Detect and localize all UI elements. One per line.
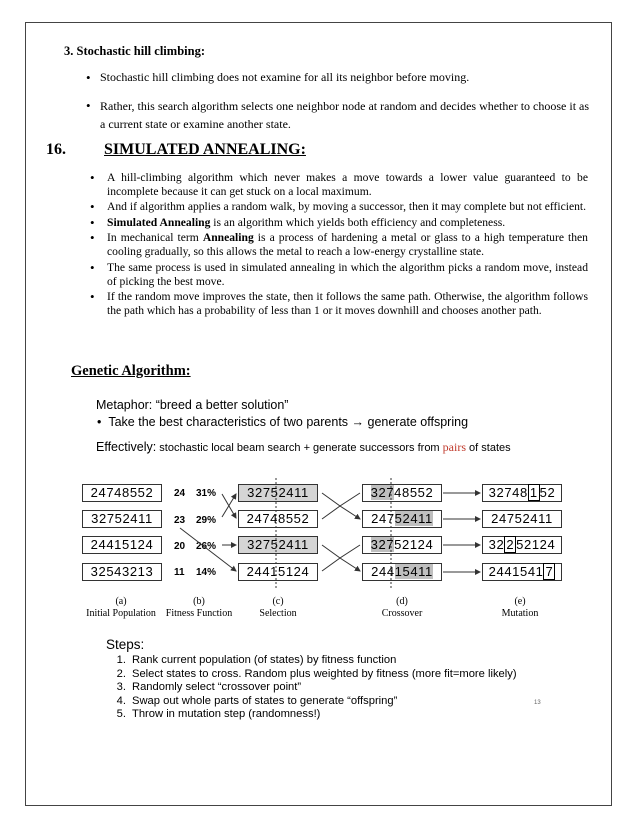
list-item: [106, 654, 517, 668]
list-item: [106, 708, 517, 722]
crossover-left: 244: [371, 564, 395, 579]
mutated-digit: 2: [506, 537, 515, 552]
stochastic-heading: 3. Stochastic hill climbing:: [64, 44, 205, 58]
step-number: 4.: [116, 694, 126, 707]
crossover-link: [322, 493, 340, 519]
selection-arrow: [180, 528, 236, 571]
list-item: • Stochastic hill climbing does not examine for all its neighbor before moving.: [86, 70, 591, 85]
caption-label: Crossover: [381, 608, 423, 619]
take-best-text: Take the best characteristics of two parents → generate offspring: [108, 415, 469, 429]
fitness-score: 23: [174, 515, 186, 526]
population-box: 24748552: [82, 484, 162, 502]
list-item: • A hill-climbing algorithm which never makes a move towards a lower value guaranteed to be incomplete because it can get stuck on a local maximum.: [90, 171, 588, 199]
mutation-post: 52124: [516, 537, 556, 552]
list-item: • The same process is used in simulated annealing in which the algorithm picks a random move, instead of picking the best move.: [90, 261, 588, 289]
step-text: Randomly select “crossover point”: [132, 681, 302, 693]
population-box: 32752411: [82, 510, 162, 528]
caption-letter: (e): [514, 596, 526, 607]
caption-label: Initial Population: [86, 608, 156, 619]
step-text: Rank current population (of states) by fitness function: [132, 654, 397, 666]
list-item: • And if algorithm applies a random walk, by moving a successor, then it may complete but not efficient.: [90, 200, 588, 214]
step-text: Swap out whole parts of states to generate “offspring”: [132, 694, 398, 707]
section-title: SIMULATED ANNEALING:: [104, 141, 306, 158]
caption-letter: (b): [193, 596, 205, 607]
fitness-percent: 31%: [196, 488, 217, 499]
selection-box: 24748552: [238, 510, 318, 528]
caption-label: Fitness Function: [165, 608, 233, 619]
population-box: 32543213: [82, 563, 162, 581]
mutation-pre: 2441541: [488, 564, 544, 579]
selection-box: 32752411: [238, 484, 318, 502]
crossover-link: [322, 545, 340, 571]
steps-title: Steps:: [106, 637, 145, 652]
list-item: • If the random move improves the state, then it follows the same path. Otherwise, the algorithm follows the path which has a probability of less than 1 or it moves downhill and chooses another path.: [90, 290, 588, 318]
list-item: [106, 668, 517, 682]
list-item-text: In mechanical term: [107, 231, 203, 245]
crossover-right: 52411: [394, 511, 433, 526]
list-item-text: is a process of hardening a metal or glass to a high temperature then cooling gradually, so this allows the metal to reach a low-energy crystalline state.: [107, 231, 588, 259]
bold-term: Annealing: [202, 231, 254, 245]
mutated-digit: 1: [529, 485, 538, 500]
caption-label: Selection: [259, 608, 297, 619]
mutation-pre: 24752411: [491, 511, 553, 526]
fitness-percent: 14%: [196, 567, 217, 578]
bullet-icon: •: [97, 415, 102, 429]
effectively-end: of states: [465, 442, 511, 454]
list-item-text: is an algorithm which yields both efficiency and completeness.: [210, 215, 506, 229]
selection-box: 24415124: [238, 563, 318, 581]
fitness-percent: 26%: [196, 541, 217, 552]
section-number: 16.: [46, 141, 66, 158]
crossover-left: 327: [370, 537, 395, 552]
crossover-link: [340, 493, 360, 519]
list-item: [106, 681, 517, 695]
crossover-link: [340, 545, 360, 571]
list-item: • Rather, this search algorithm selects one neighbor node at random and decides whether to choose it as a current state or examine another state.: [86, 97, 591, 133]
fitness-score: 11: [174, 567, 185, 578]
step-number: 5.: [116, 708, 126, 720]
step-text: Throw in mutation step (randomness!): [132, 708, 321, 720]
genetic-title: Genetic Algorithm:: [71, 363, 191, 379]
crossover-left: 247: [371, 511, 395, 526]
crossover-left: 327: [370, 485, 395, 500]
mutation-post: 52: [539, 485, 556, 500]
caption-letter: (d): [396, 596, 408, 607]
crossover-right: 48552: [394, 485, 434, 500]
crossover-right: 52124: [394, 537, 434, 552]
caption-letter: (a): [115, 596, 127, 607]
metaphor-line: Metaphor: “breed a better solution”: [96, 398, 289, 412]
pairs-word: pairs: [442, 440, 466, 454]
fitness-score: 20: [174, 541, 186, 552]
fitness-score: 24: [174, 488, 186, 499]
mutation-pre: 32748: [488, 485, 528, 500]
step-text: Select states to cross. Random plus weighted by fitness (more fit=more likely): [132, 667, 517, 680]
effectively-label: Effectively:: [96, 440, 157, 454]
step-number: 3.: [116, 681, 126, 693]
list-item: [106, 695, 517, 709]
slide-page-number: 13: [534, 700, 541, 706]
population-box: 24415124: [82, 536, 162, 554]
step-number: 2.: [116, 667, 126, 680]
mutated-digit: 7: [545, 564, 554, 579]
effectively-text: stochastic local beam search + generate successors from: [156, 442, 443, 454]
mutation-pre: 32: [488, 537, 505, 552]
step-number: 1.: [116, 654, 126, 666]
selection-box: 32752411: [238, 536, 318, 554]
crossover-right: 15411: [394, 564, 433, 579]
caption-letter: (c): [272, 596, 284, 607]
steps-list: [106, 654, 517, 722]
fitness-percent: 29%: [196, 515, 217, 526]
caption-label: Mutation: [501, 608, 539, 619]
bold-term: Simulated Annealing: [107, 215, 211, 229]
